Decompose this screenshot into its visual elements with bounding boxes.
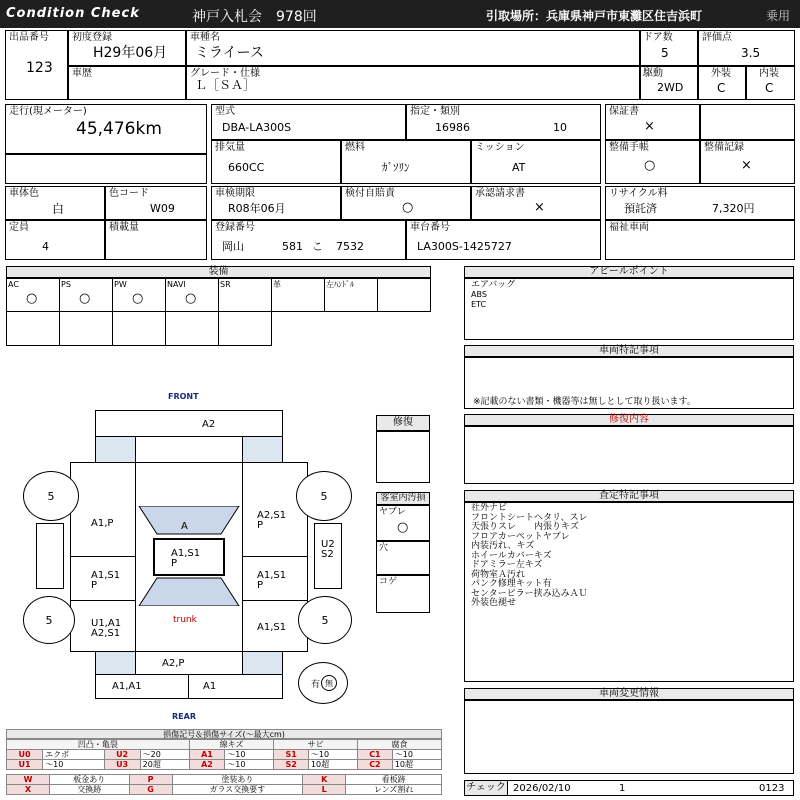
- inspection-notes-body: [464, 502, 794, 682]
- color-code: W09: [150, 202, 175, 215]
- tire-rear-right[interactable]: 5: [298, 596, 352, 644]
- repair-body: [464, 426, 794, 484]
- damage-code: U1,A1 A2,S1: [91, 618, 122, 639]
- check-footer: [464, 780, 794, 796]
- damage-code: A1,S1 P: [257, 570, 287, 591]
- check-date: 2026/02/10: [513, 783, 571, 794]
- pickup-location: 引取場所：兵庫県神戸市東灘区住吉浜町: [486, 9, 703, 23]
- plate-area: 岡山: [222, 240, 244, 253]
- legend-desc: 〜10: [308, 750, 357, 760]
- mileage-cell: [5, 104, 207, 154]
- inspection-note-line: 荷物室Ａ汚れ: [471, 569, 526, 580]
- rear-label: REAR: [172, 712, 196, 721]
- legend-group: 凹凸・亀裂: [7, 740, 190, 750]
- spare-tire[interactable]: [298, 662, 348, 704]
- displacement: 660CC: [228, 161, 265, 174]
- legend-table-marks: [6, 774, 442, 795]
- mileage-label: 走行(現メーター): [9, 106, 87, 117]
- spare-yes-label: 有: [311, 679, 321, 690]
- chassis-label: 車台番号: [410, 222, 450, 233]
- appeal-line: ETC: [471, 300, 487, 309]
- model-label: 型式: [215, 106, 235, 117]
- inspection-note-line: パンク修理キット有: [471, 579, 552, 589]
- header-bar: [0, 0, 800, 28]
- cert-number: 16986: [435, 121, 470, 134]
- legend-code: L: [303, 785, 346, 795]
- legend-code: C1: [358, 750, 393, 760]
- welfare-cell: [605, 220, 795, 260]
- history-cell: [68, 66, 186, 100]
- drive-cell: [640, 66, 698, 100]
- legend-desc: 〜20: [140, 750, 189, 760]
- maintenance-record: ×: [741, 158, 752, 173]
- legend-code: A2: [189, 760, 225, 770]
- maintenance-book: ○: [644, 158, 656, 173]
- maintenance-record-label: 整備記録: [704, 142, 744, 153]
- legend-code: U3: [104, 760, 140, 770]
- legend-code: S1: [274, 750, 309, 760]
- legend-code: G: [129, 785, 172, 795]
- equipment-cell-pw: [112, 278, 166, 312]
- equipment-value-navi: ○: [185, 291, 197, 306]
- displacement-cell: [211, 140, 341, 184]
- damage-code: U2 S2: [321, 539, 335, 560]
- legend-desc: 板金あり: [50, 775, 130, 785]
- legend-group: サビ: [274, 740, 358, 750]
- legend-code: K: [303, 775, 346, 785]
- legend-desc: 〜10: [225, 760, 274, 770]
- special-body: [464, 357, 794, 409]
- rear-bumper-left[interactable]: [95, 674, 189, 699]
- interior-hole-cell: [376, 541, 430, 575]
- legend-code: X: [7, 785, 50, 795]
- legend-table: [6, 739, 442, 770]
- legend-desc: 交換跡: [50, 785, 130, 795]
- body-color-label: 車体色: [9, 188, 39, 199]
- appeal-title: アピールポイント: [464, 266, 794, 278]
- self-insurance-label: 検付自賠責: [345, 188, 395, 199]
- approval-cell: [471, 186, 601, 220]
- equipment-label-sr: SR: [220, 280, 231, 289]
- inspection-note-line: 社外ナビ: [471, 503, 508, 513]
- rear-panel[interactable]: [135, 651, 243, 675]
- damage-code: A1,S1: [257, 622, 287, 633]
- self-insurance: ○: [402, 200, 414, 215]
- grade-cell: [186, 66, 640, 100]
- mission-cell: [471, 140, 601, 184]
- legend-desc: 〜10: [225, 750, 274, 760]
- load-capacity-cell: [105, 220, 207, 260]
- self-insurance-cell: [341, 186, 471, 220]
- exterior-grade: C: [717, 81, 726, 95]
- first-registration-cell: [68, 30, 186, 66]
- first-registration: H29年06月: [93, 45, 168, 61]
- displacement-label: 排気量: [215, 142, 245, 153]
- inspection-notes-title: 査定特記事項: [464, 490, 794, 502]
- equipment-cell-ac: [6, 278, 60, 312]
- plate-class: 581: [282, 240, 303, 253]
- spare-no-label: 無: [321, 675, 337, 691]
- front-fender-left-corner[interactable]: [95, 436, 136, 463]
- model-cell: [211, 104, 406, 140]
- changes-body: [464, 700, 794, 774]
- special-title: 車両特記事項: [464, 345, 794, 357]
- warranty-cell: [605, 104, 700, 140]
- front-bumper[interactable]: [95, 410, 283, 437]
- repair-title: 修復内容: [464, 414, 794, 426]
- damage-code: A1,S1 P: [91, 570, 121, 591]
- legend-desc: 看板跡: [346, 775, 442, 785]
- front-fender-right-corner[interactable]: [242, 436, 283, 463]
- chassis-cell: [406, 220, 601, 260]
- lot-number-label: 出品番号: [9, 32, 49, 43]
- warranty: ×: [644, 119, 655, 134]
- capacity: 4: [42, 240, 49, 253]
- mission: AT: [512, 161, 526, 174]
- approval: ×: [534, 200, 545, 215]
- class-number: 10: [553, 121, 567, 134]
- capacity-cell: [5, 220, 105, 260]
- legend-desc: 〜10: [392, 750, 441, 760]
- app-title: Condition Check: [6, 6, 140, 21]
- color-code-cell: [105, 186, 207, 220]
- equipment-cell-blank: [165, 311, 219, 346]
- equipment-label-leather: 革: [273, 280, 281, 289]
- inspection-label: 車検期限: [215, 188, 255, 199]
- fuel-label: 燃料: [345, 142, 365, 153]
- interior-yabure-value: ○: [397, 520, 409, 535]
- legend-code: U0: [7, 750, 43, 760]
- maintenance-book-cell: [605, 140, 700, 184]
- damage-code: A1,A1: [112, 681, 142, 692]
- score-cell: [698, 30, 795, 66]
- inspection-note-line: ドアミラー左キズ: [471, 560, 543, 570]
- legend-code: W: [7, 775, 50, 785]
- inspection: R08年06月: [228, 202, 286, 215]
- lot-number-cell: [5, 30, 68, 100]
- equipment-cell-leather: [271, 278, 325, 312]
- doors: 5: [661, 46, 669, 60]
- repair-box: [376, 431, 430, 483]
- equipment-cell-blank: [112, 311, 166, 346]
- score: 3.5: [741, 46, 761, 60]
- interior-yabure-cell: [376, 505, 430, 541]
- rear-quarter-left[interactable]: [70, 600, 136, 652]
- pillar-left[interactable]: [36, 523, 64, 589]
- doors-cell: [640, 30, 698, 66]
- rear-corner-left[interactable]: [95, 651, 136, 675]
- roof[interactable]: [153, 538, 225, 576]
- drive: 2WD: [657, 81, 684, 94]
- auction-title: 神戸入札会 978回: [192, 9, 317, 25]
- first-registration-label: 初度登録: [72, 32, 112, 43]
- legend-code: U2: [104, 750, 140, 760]
- equipment-cell-lhd: [324, 278, 378, 312]
- interior-burn-cell: [376, 575, 430, 613]
- welfare-label: 福祉車両: [609, 222, 649, 233]
- repair-label: 修復: [376, 415, 430, 431]
- color-code-label: 色コード: [109, 188, 149, 199]
- inspection-note-line: ホイールカバーキズ: [471, 550, 552, 561]
- legend-desc: 10超: [308, 760, 357, 770]
- fuel-cell: [341, 140, 471, 184]
- equipment-title: 装備: [6, 266, 431, 278]
- equipment-label-ps: PS: [61, 280, 71, 289]
- car-name-label: 車種名: [190, 32, 220, 43]
- equipment-value-ac: ○: [26, 291, 38, 306]
- check-number: 1: [619, 783, 626, 794]
- model: DBA-LA300S: [222, 121, 292, 134]
- legend-code: C2: [358, 760, 393, 770]
- pillar-right[interactable]: [314, 523, 342, 589]
- approval-label: 承認請求書: [475, 188, 525, 199]
- maintenance-book-label: 整備手帳: [609, 142, 649, 153]
- car-name-cell: [186, 30, 640, 66]
- inspection-note-line: 天張りスレ 内張りキズ: [471, 522, 579, 532]
- legend-desc: エクボ: [43, 750, 104, 760]
- legend-code: U1: [7, 760, 43, 770]
- interior-grade: C: [765, 81, 774, 95]
- damage-code: A1,P: [91, 518, 114, 529]
- legend-code: A1: [189, 750, 225, 760]
- doors-label: ドア数: [643, 32, 673, 43]
- load-capacity-label: 積載量: [109, 222, 139, 233]
- damage-code: A: [181, 521, 188, 532]
- equipment-cell-sr: [218, 278, 272, 312]
- legend-code: S2: [274, 760, 309, 770]
- damage-code: A1: [203, 681, 217, 692]
- plate-cell: [211, 220, 406, 260]
- panel-front-right[interactable]: [242, 462, 308, 557]
- equipment-cell-navi: [165, 278, 219, 312]
- appeal-line: エアバッグ: [471, 280, 516, 290]
- body-color-cell: [5, 186, 105, 220]
- grade: Ｌ［ＳＡ］: [195, 78, 256, 92]
- recycle-status: 預託済: [624, 202, 657, 215]
- plate-label: 登録番号: [215, 222, 255, 233]
- equipment-label-navi: NAVI: [167, 280, 186, 289]
- front-label: FRONT: [168, 392, 199, 401]
- recycle-cell: [605, 186, 795, 220]
- equipment-cell-blank: [6, 311, 60, 346]
- equipment-cell-blank: [377, 278, 431, 312]
- mileage-extra-cell: [5, 154, 207, 184]
- appeal-body: [464, 278, 794, 340]
- history-label: 車歴: [72, 68, 92, 79]
- inspection-note-line: 内装汚れ、キズ: [471, 541, 535, 551]
- exterior-label: 外装: [711, 68, 731, 79]
- recycle-amount: 7,320円: [712, 202, 755, 215]
- score-label: 評価点: [702, 32, 732, 43]
- chassis-number: LA300S-1425727: [417, 240, 512, 253]
- recycle-label: リサイクル料: [609, 188, 668, 199]
- legend-desc: 塗装あり: [172, 775, 303, 785]
- damage-diagram: [0, 385, 372, 725]
- fuel: ｶﾞｿﾘﾝ: [382, 161, 410, 174]
- damage-code: A1,S1 P: [171, 548, 201, 569]
- interior-cell: [746, 66, 795, 100]
- damage-code: A2: [202, 419, 216, 430]
- warranty-label: 保証書: [609, 106, 639, 117]
- equipment-value-pw: ○: [132, 291, 144, 306]
- special-note: ※記載のない書類・機器等は無しとして取り扱います。: [473, 397, 696, 407]
- check-code: 0123: [759, 783, 785, 794]
- interior-label: 内装: [759, 68, 779, 79]
- cert-cell: [406, 104, 601, 140]
- equipment-cell-ps: [59, 278, 113, 312]
- plate-kana: こ: [312, 240, 323, 253]
- legend-code: P: [129, 775, 172, 785]
- legend-title: 損傷記号＆損傷サイズ(〜最大cm): [6, 729, 442, 739]
- warranty-extra-cell: [700, 104, 795, 140]
- appeal-line: ABS: [471, 290, 487, 299]
- equipment-label-ac: AC: [8, 280, 19, 289]
- trunk-label: trunk: [173, 615, 197, 625]
- cert-label: 指定・類別: [410, 106, 460, 117]
- tire-rear-left[interactable]: 5: [23, 596, 75, 644]
- plate-number: 7532: [336, 240, 364, 253]
- mileage: 45,476km: [76, 119, 162, 139]
- legend-desc: レンズ割れ: [346, 785, 442, 795]
- maintenance-record-cell: [700, 140, 795, 184]
- panel-front-left[interactable]: [70, 462, 136, 557]
- equipment-label-pw: PW: [114, 280, 127, 289]
- tire-front-left[interactable]: 5: [23, 471, 79, 521]
- legend-desc: 〜10: [43, 760, 104, 770]
- front-panel[interactable]: [135, 436, 243, 463]
- changes-title: 車両変更情報: [464, 688, 794, 700]
- equipment-cell-blank: [218, 311, 272, 346]
- equipment-label-lhd: 左ﾊﾝﾄﾞﾙ: [326, 280, 354, 289]
- damage-code: A2,P: [162, 658, 185, 669]
- tire-front-right[interactable]: 5: [296, 471, 352, 521]
- lot-number: 123: [26, 60, 53, 76]
- equipment-value-ps: ○: [79, 291, 91, 306]
- interior-burn-label: コゲ: [379, 577, 398, 587]
- rear-corner-right[interactable]: [242, 651, 283, 675]
- interior-yabure-label: ヤブレ: [379, 507, 406, 517]
- grade-label: グレード・仕様: [190, 68, 260, 79]
- category-label: 乗用: [766, 9, 791, 23]
- mission-label: ミッション: [475, 142, 525, 153]
- legend-desc: ガラス交換要す: [172, 785, 303, 795]
- check-label: チェック: [465, 781, 508, 795]
- capacity-label: 定員: [9, 222, 29, 233]
- legend-desc: 10超: [392, 760, 441, 770]
- inspection-note-line: 外装色褪せ: [471, 598, 517, 608]
- inspection-note-line: フロアカーペットヤブレ: [471, 531, 570, 542]
- rear-bumper-right[interactable]: [188, 674, 283, 699]
- inspection-note-line: フロントシートヘタリ、スレ: [471, 512, 588, 523]
- exterior-cell: [698, 66, 746, 100]
- equipment-cell-blank: [59, 311, 113, 346]
- inspection-note-line: センターピラー挟み込みＡＵ: [471, 588, 588, 599]
- legend-group: 腐食: [358, 740, 442, 750]
- equipment-grid: [6, 278, 431, 346]
- inspection-cell: [211, 186, 341, 220]
- car-name: ミライース: [195, 45, 264, 61]
- interior-hole-label: 穴: [379, 543, 389, 553]
- drive-label: 駆動: [643, 68, 663, 79]
- legend-desc: 20超: [140, 760, 189, 770]
- interior-soil-title: 客室内汚損: [376, 492, 430, 505]
- legend-group: 線キズ: [189, 740, 274, 750]
- body-color: 白: [52, 202, 65, 216]
- damage-code: A2,S1 P: [257, 510, 287, 531]
